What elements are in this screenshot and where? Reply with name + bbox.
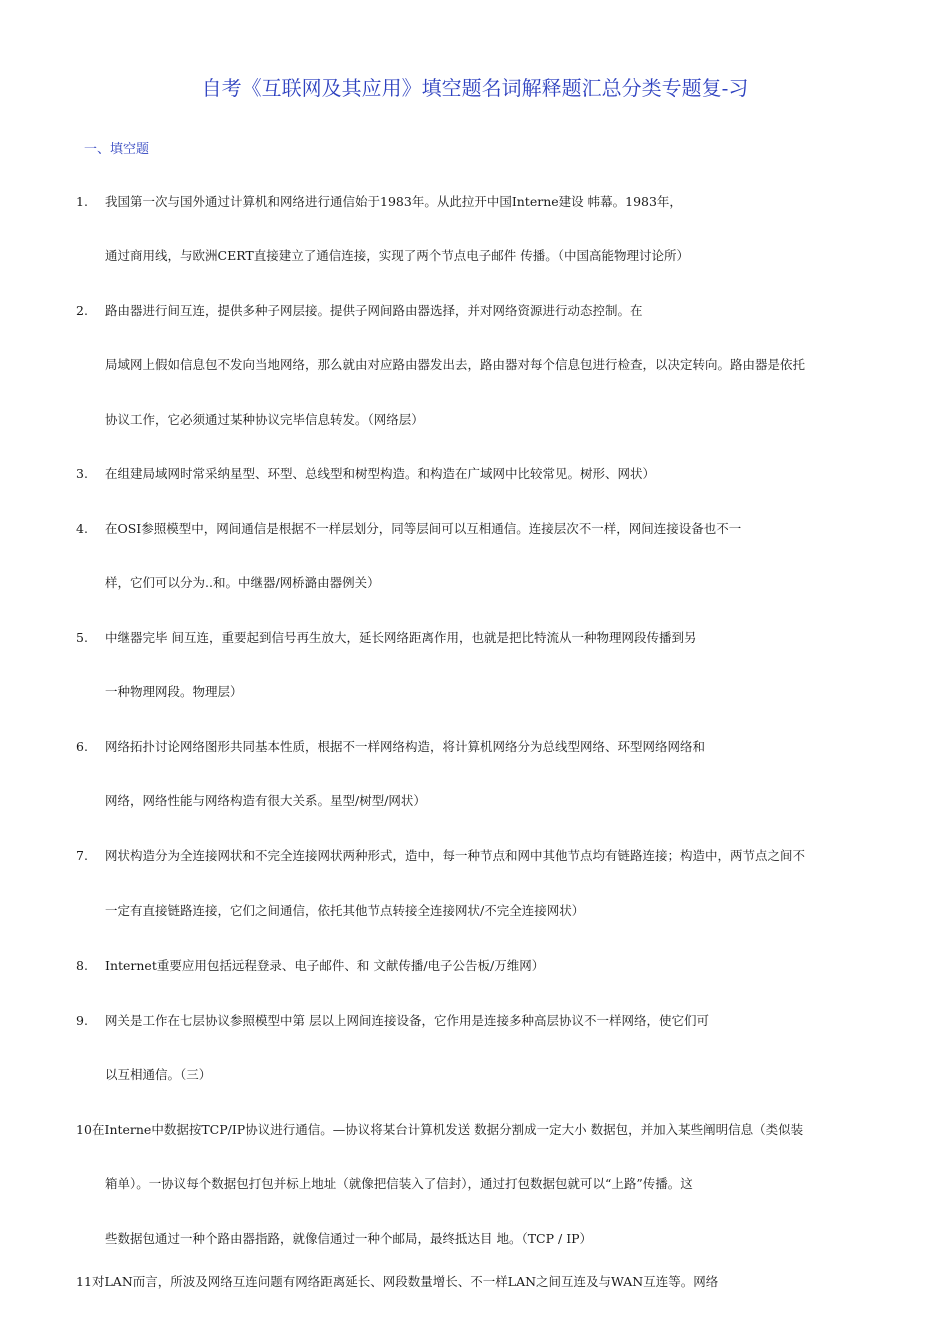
item-number: 10	[76, 1122, 92, 1137]
item-text-line: 我国第一次与国外通过计算机和网络进行通信始于1983年。从此拉开中国Interne建设 帏幕。1983年，	[105, 194, 682, 209]
item-text-line: 些数据包通过一种个路由器指路，就像信通过一种个邮局，最终抵达目 地。（TCP / IP）	[105, 1231, 593, 1246]
item-text-line: 对LAN而言，所波及网络互连问题有网络距离延长、网段数量增长、不一样LAN之间互连及与WAN互连等。网络	[92, 1274, 719, 1289]
item-text-line: 网关是工作在七层协议参照模型中第 层以上网间连接设备，它作用是连接多种高层协议不一样网络，使它们可	[105, 1013, 709, 1028]
item-text-line: 箱单）。一协议每个数据包打包并标上地址（就像把信装入了信封），通过打包数据包就可以“上路”传播。这	[105, 1176, 693, 1191]
item-text-line: 以互相通信。（三）	[105, 1067, 212, 1082]
item-number: 3.	[76, 466, 88, 481]
item-text-line: 样，它们可以分为..和。中继器/网桥潞由器例关）	[105, 575, 380, 590]
item-text-line: Internet重要应用包括远程登录、电子邮件、和 文献传播/电子公告板/万维网）	[105, 958, 545, 973]
item-number: 4.	[76, 521, 88, 536]
item-number: 5.	[76, 630, 88, 645]
item-text-line: 通过商用线，与欧洲CERT直接建立了通信连接，实现了两个节点电子邮件 传播。（中国高能物理讨论所）	[105, 248, 689, 263]
item-number: 11	[76, 1274, 92, 1289]
page-title: 自考《互联网及其应用》填空题名词解释题汇总分类专题复-习	[201, 76, 749, 100]
item-text-line: 中继器完毕 间互连，重要起到信号再生放大，延长网络距离作用，也就是把比特流从一种物理网段传播到另	[105, 630, 697, 645]
item-number: 6.	[76, 739, 88, 754]
item-text-line: 一种物理网段。物理层）	[105, 684, 243, 699]
item-text-line: 协议工作，它必须通过某种协议完毕信息转发。（网络层）	[105, 412, 424, 427]
item-text-line: 一定有直接链路连接，它们之间通信，依托其他节点转接全连接网状/不完全连接网状）	[105, 903, 585, 918]
item-number: 1.	[76, 194, 88, 209]
item-text-line: 路由器进行间互连，提供多种子网层接。提供子网间路由器选择，并对网络资源进行动态控制。在	[105, 303, 643, 318]
item-number: 7.	[76, 848, 88, 863]
item-number: 2.	[76, 303, 88, 318]
item-text-line: 网状构造分为全连接网状和不完全连接网状两种形式，造中，每一种节点和网中其他节点均有链路连接；构造中，两节点之间不	[105, 848, 806, 863]
item-text-line: 在组建局域网时常采纳星型、环型、总线型和树型构造。和构造在广域网中比较常见。树形、网状）	[105, 466, 656, 481]
item-text-line: 在OSI参照模型中，网间通信是根据不一样层划分，同等层间可以互相通信。连接层次不一样，网间连接设备也不一	[105, 521, 742, 536]
item-number: 8.	[76, 958, 88, 973]
item-number: 9.	[76, 1013, 88, 1028]
section-heading: 一、填空题	[84, 142, 150, 157]
item-text-line: 网络拓扑讨论网络图形共同基本性质，根据不一样网络构造，将计算机网络分为总线型网络、环型网络网络和	[105, 739, 706, 754]
item-text-line: 网络，网络性能与网络构造有很大关系。星型/树型/网状）	[105, 793, 426, 808]
item-text-line: 在Interne中数据按TCP/IP协议进行通信。—协议将某台计算机发送 数据分割成一定大小 数据包，并加入某些阐明信息（类似装	[92, 1122, 804, 1137]
item-text-line: 局域网上假如信息包不发向当地网络，那么就由对应路由器发出去，路由器对每个信息包进行检查，以决定转向。路由器是依托	[105, 357, 806, 372]
